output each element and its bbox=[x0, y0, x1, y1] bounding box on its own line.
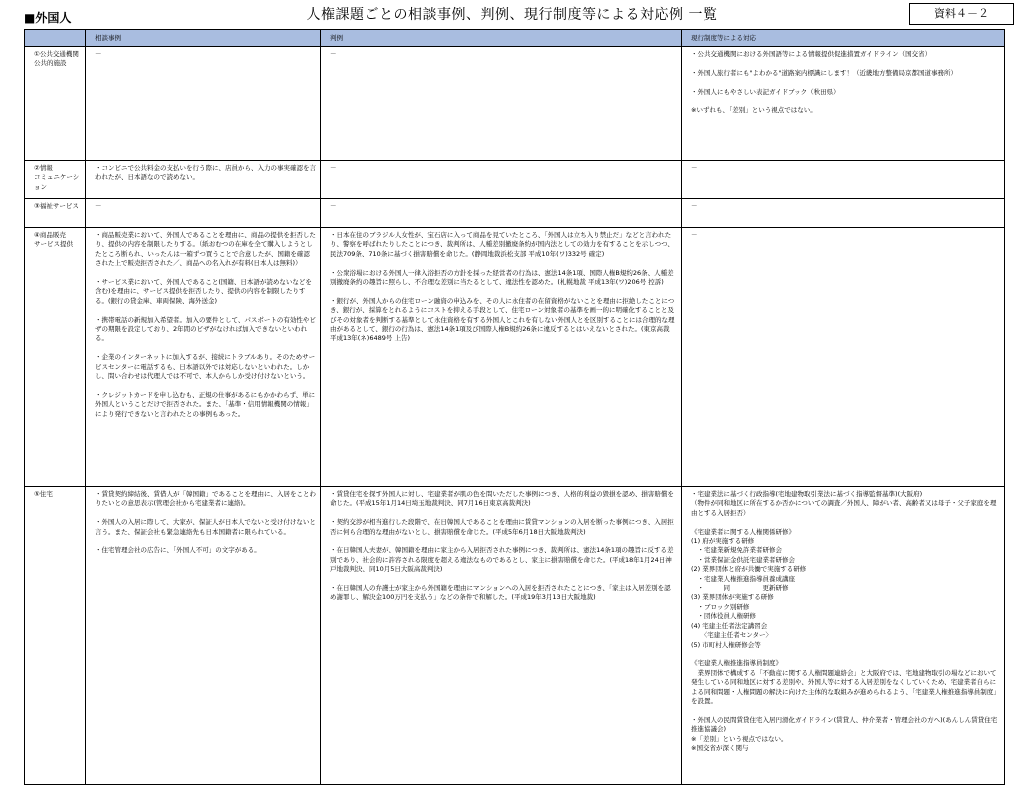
response-cell: － bbox=[682, 199, 1005, 228]
case-table bbox=[24, 29, 1005, 785]
row-label: ③福祉サービス bbox=[25, 199, 86, 228]
row-label: ④商品販売 サービス提供 bbox=[25, 228, 86, 487]
response-cell: ・宅建業法に基づく行政指導(宅地建物取引業法に基づく指導監督基準)(大阪府) （物件が同和地区に所在するか否かについての調査／外国人、障がい者、高齢者又は母子・父子家庭を理由とする入居拒否） 《宅建業者に関する人権関係研修》 (1) 府が実施する研修 ・宅建業新規免許業者研修会 ・営業保証金供託宅建業者研修会 (2) 業界団体と府が共働で実施する研修 ・宅建業人権推進指導員養成講座 ・ 同 更新研修 (3) 業界団体が実施する研修 ・ブロック別研修 ・団体役員人権研修 (4) 宅建主任者法定講習会 〈宅建主任者センター〉 (5) 市町村人権研修会等 《宅建業人権推進指導員制度》 業界団体で構成する「不動産に関する人権問題連絡会」と大阪府では、宅地建物取引の場などにおいて発生している同和地区に対する差別や、外国人等に対する入居差別をなくしていくため、宅建業者自らによる同和問題・人権問題の解決に向けた主体的な取組みが進められるよう、「宅建業人権推進指導員制度」を設置。 ・外国人の民間賃貸住宅入居円滑化ガイドライン(賃貸人、仲介業者・管理会社の方へ)(あんしん賃貸住宅推進協議会) ※「差別」という視点ではない。 ※国交省が深く関与 bbox=[682, 487, 1005, 785]
consultation-cell: ・商品販売業において、外国人であることを理由に、商品の提供を拒否したり、提供の内容を制限したりする。（紙おむつの在庫を全て購入しようとしたところ断られ、いったんは一箱ずつ買うことで合意したが、国籍を確認された上で販売拒否された／、商品への名入れが有料(日本人は無料)） ・サービス業において、外国人であること(国籍、日本語が読めないなどを含む)を理由に、サービス提供を拒否したり、提供の内容を制限したりする。(銀行の貸金庫、車両保険、海外送金) ・携帯電話の新規加入希望者。加入の要件として、パスポートの有効性やビザの期限を設定しており、2年間のビザがなければ加入できないといわれる。 ・企業のインターネットに加入するが、接続にトラブルあり。そのためサービスセンターに電話するも、日本語以外では対応しないといわれた。しかし、問い合わせは代理人では不可で、本人からしか受け付けないという。 ・クレジットカードを申し込むも、正規の仕事があるにもかかわらず、単に外国人ということだけで拒否された。また、「基準・信用情報機関の情報」により発行できないと言われたとの事例もあった。 bbox=[86, 228, 321, 487]
response-cell: － bbox=[682, 161, 1005, 199]
table-row bbox=[25, 47, 1005, 161]
precedent-cell: ・賃貸住宅を探す外国人に対し、宅建業者が肌の色を問いただした事例につき、人格的利益の毀損を認め、損害賠償を命じた。(平成15年1月14日埼玉地裁判決、同7月16日東京高裁判決) ・契約交渉が相当進行した段階で、在日韓国人であることを理由に賃貸マンションの入居を断った事例につき、入居拒否に何ら合理的な理由がないとし、損害賠償を命じた。(平成5年6月18日大阪地裁判決) ・在日韓国人夫妻が、韓国籍を理由に家主から入居拒否された事例につき、裁判所は、憲法14条1項の趣旨に反する差別であり、社会的に許容される限度を超える違法なものであるとし、家主に損害賠償を命じた。(平成18年1月24日神戸地裁判決、同10月5日大阪高裁判決) ・在日韓国人の弁護士が家主から外国籍を理由にマンションへの入居を拒否されたことにつき、「家主は入居差別を認め謝罪し、解決金100万円を支払う」などの条件で和解した。(平成19年3月13日大阪地裁) bbox=[321, 487, 682, 785]
table-row bbox=[25, 199, 1005, 228]
consultation-cell: － bbox=[86, 199, 321, 228]
response-cell: ・公共交通機関における外国語等による情報提供促進措置ガイドライン（国交省） ・外国人旅行者にも"よわかる"道路案内標識にします！（近畿地方整備局京都国道事務所） ・外国人にもやさしい表記ガイドブック（秋田県） ※いずれも、「差別」という視点ではない。 bbox=[682, 47, 1005, 161]
table-row bbox=[25, 161, 1005, 199]
column-header-consultation: 相談事例 bbox=[86, 30, 321, 47]
row-label: ②情報 コミュニケーション bbox=[25, 161, 86, 199]
row-label: ⑤住宅 bbox=[25, 487, 86, 785]
column-header-category bbox=[25, 30, 86, 47]
precedent-cell: － bbox=[321, 161, 682, 199]
precedent-cell: ・日本在住のブラジル人女性が、宝石店に入って商品を見ていたところ、「外国人は立ち入り禁止だ」などと言われたり、警察を呼ばれたりしたことにつき、裁判所は、人種差別撤廃条約が国内法としての効力を有することを示しつつ、民法709条、710条に基づく損害賠償を命じた。(静岡地裁浜松支部 平成10年(ワ)332号 確定) ・公衆浴場における外国人一律入浴拒否の方針を採った経営者の行為は、憲法14条1項、国際人権B規約26条、人種差別撤廃条約の趣旨に照らし、不合理な差別に当たるとして、違法性を認めた。(札幌地裁 平成13年(ワ)206号 控訴) ・銀行が、外国人からの住宅ローン融資の申込みを、その人に永住者の在留資格がないことを理由に拒絶したことにつき、銀行が、採算をとれるようにコストを抑える手段として、住宅ローン対象者の基準を画一的に明確化することと及びその対象者を判断する基準として永住資格を有する外国人とこれを有しない外国人とを区別することには合理的な理由があるとして、銀行の行為は、憲法14条1項及び国際人権B規約26条に違反するとはいえないとされた。(東京高裁 平成13年(ネ)6489号 上告) bbox=[321, 228, 682, 487]
table-row bbox=[25, 487, 1005, 785]
consultation-cell: ・賃貸契約締結後、賃借人が「韓国籍」であることを理由に、入居をことわりたいとの意思表示(管理会社から宅建業者に連絡)。 ・外国人の入居に際して、大家が、保証人が日本人でないと受け付けないと言う。また、保証会社も緊急連絡先も日本国籍者に限られている。 ・住宅管理会社の広告に、「外国人不可」の文字がある。 bbox=[86, 487, 321, 785]
table-row bbox=[25, 228, 1005, 487]
consultation-cell: － bbox=[86, 47, 321, 161]
precedent-cell: － bbox=[321, 199, 682, 228]
page-title: 人権課題ごとの相談事例、判例、現行制度等による対応例 一覧 bbox=[306, 7, 718, 23]
response-cell: － bbox=[682, 228, 1005, 487]
document-number-label: 資料４－２ bbox=[909, 3, 1014, 25]
row-label: ①公共交通機関 公共的施設 bbox=[25, 47, 86, 161]
column-header-precedent: 判例 bbox=[321, 30, 682, 47]
category-label: ■外国人 bbox=[24, 11, 72, 25]
column-header-response: 現行制度等による対応 bbox=[682, 30, 1005, 47]
consultation-cell: ・コンビニで公共料金の支払いを行う際に、店員から、入力の事実確認を言われたが、日本語なので読めない。 bbox=[86, 161, 321, 199]
precedent-cell: － bbox=[321, 47, 682, 161]
header-row bbox=[25, 30, 1005, 47]
